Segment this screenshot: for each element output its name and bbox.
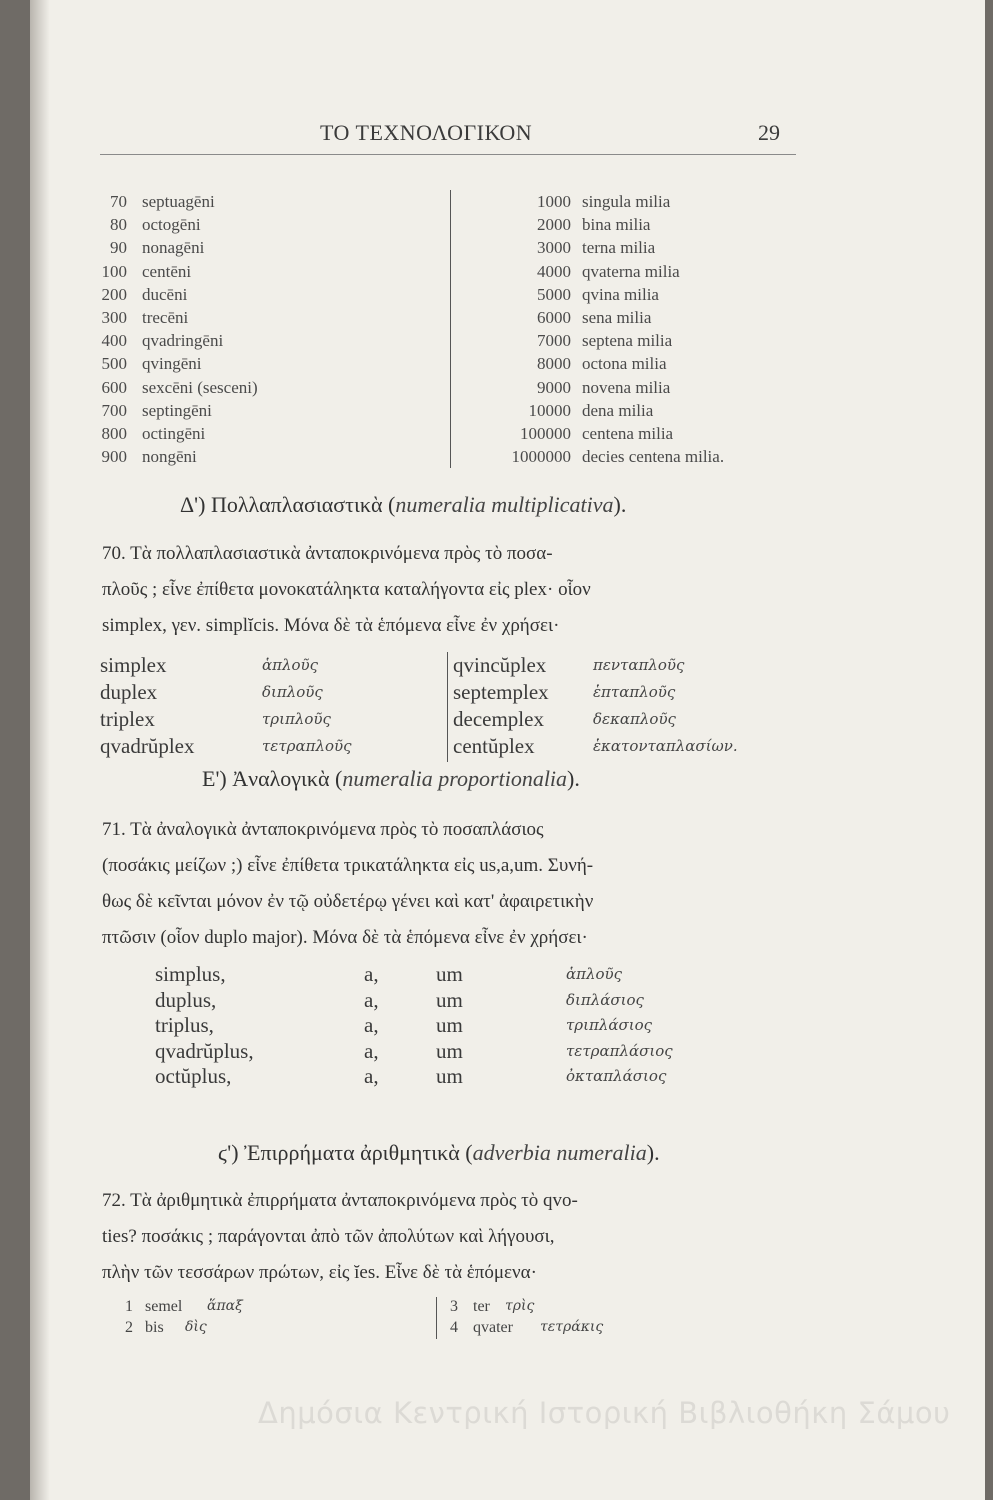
table-row	[450, 236, 820, 259]
page-title: ΤΟ ΤΕΧΝΟΛΟΓΙΚΟΝ	[320, 120, 533, 145]
greek-word: τετραπλοῦς	[262, 737, 352, 755]
table-row	[450, 422, 820, 445]
numeral-word: qvingēni	[142, 354, 202, 374]
greek-word: πενταπλοῦς	[593, 656, 685, 674]
feminine-ending: a,	[364, 962, 379, 986]
greek-word: διπλάσιος	[566, 990, 644, 1009]
numeral-word: novena milia	[582, 377, 671, 397]
numeral-value: 700	[101, 400, 127, 420]
table-row	[90, 329, 450, 352]
numeral-word: dena milia	[582, 400, 654, 420]
table-row	[453, 652, 823, 678]
column-divider	[447, 652, 448, 762]
numeral-value: 3	[450, 1298, 458, 1315]
table-row	[453, 706, 823, 732]
table-row	[90, 236, 450, 259]
greek-word: ἑκατονταπλασίων.	[593, 737, 738, 755]
numeral-value: 6000	[537, 308, 571, 327]
latin-word: centŭplex	[453, 734, 535, 758]
numeral-word: octogēni	[142, 215, 201, 235]
paragraph-line: πτῶσιν (οἷον duplo major). Μόνα δὲ τὰ ἑπόμενα εἶνε ἐν χρήσει·	[102, 927, 588, 948]
numeral-word: septuagēni	[142, 192, 215, 211]
distributive-table-right	[450, 190, 820, 470]
numeral-value: 200	[101, 284, 127, 304]
numeral-value: 9000	[537, 377, 571, 397]
numeral-word: nonagēni	[142, 238, 205, 258]
numeral-word: qvina milia	[582, 284, 659, 304]
section-e-heading: Ε') Ἀναλογικὰ (numeralia proportionalia).	[202, 766, 580, 791]
neuter-ending: um	[436, 1064, 463, 1088]
latin-word: octŭplus,	[155, 1064, 232, 1088]
table-row	[90, 190, 450, 213]
greek-word: τετράκις	[540, 1319, 604, 1335]
table-row	[450, 1296, 750, 1317]
adverbs-table-left	[125, 1296, 425, 1346]
table-row	[90, 399, 450, 422]
numeral-value: 2	[125, 1319, 133, 1336]
numeral-word: octingēni	[142, 424, 206, 443]
numeral-value: 5000	[537, 284, 571, 304]
table-row	[155, 962, 775, 987]
table-row	[155, 1013, 775, 1038]
latin-word: duplex	[100, 680, 158, 704]
latin-word: qvadrŭplus,	[155, 1038, 254, 1063]
neuter-ending: um	[436, 1013, 463, 1037]
table-row	[450, 306, 820, 329]
greek-word: τετραπλάσιος	[566, 1041, 673, 1060]
table-row	[90, 306, 450, 329]
paragraph-line: 72. Τὰ ἀριθμητικὰ ἐπιρρήματα ἀνταποκρινόμενα πρὸς τὸ qvo-	[102, 1190, 578, 1211]
neuter-ending: um	[436, 987, 463, 1012]
latin-word: simplus,	[155, 962, 226, 986]
feminine-ending: a,	[364, 1013, 379, 1037]
numeral-value: 1000	[537, 192, 571, 211]
table-row	[90, 352, 450, 375]
numeral-value: 100	[101, 261, 127, 281]
table-row	[90, 283, 450, 306]
paragraph-line: simplex, γεν. simplĭcis. Μόνα δὲ τὰ ἑπόμενα εἶνε ἐν χρήσει·	[102, 615, 560, 636]
numeral-word: singula milia	[582, 192, 671, 211]
numeral-value: 300	[101, 308, 127, 327]
section-e-paragraph	[102, 812, 822, 956]
numeral-value: 900	[101, 447, 127, 467]
running-header	[30, 120, 985, 154]
paragraph-line: θως δὲ κεῖνται μόνον ἐν τῷ οὐδετέρῳ γένει καὶ κατ' ἀφαιρετικὴν	[102, 891, 594, 912]
distributive-table-left	[90, 190, 450, 470]
greek-word: ἁπλοῦς	[566, 965, 623, 983]
numeral-word: nongēni	[142, 447, 197, 467]
table-row	[90, 376, 450, 399]
table-row	[450, 329, 820, 352]
greek-word: δεκαπλοῦς	[593, 710, 676, 728]
table-row	[90, 260, 450, 283]
table-row	[125, 1296, 425, 1317]
table-row	[100, 652, 430, 678]
numeral-word: sexcēni (sesceni)	[142, 377, 258, 397]
numeral-value: 10000	[528, 400, 571, 420]
table-row	[155, 1039, 775, 1064]
greek-word: ἁπλοῦς	[262, 656, 319, 674]
library-watermark: Δημόσια Κεντρική Ιστορική Βιβλιοθήκη Σάμου	[258, 1396, 951, 1430]
latin-word: bis	[145, 1319, 164, 1336]
paragraph-line: ties? ποσάκις ; παράγονται ἀπὸ τῶν ἀπολύτων καὶ λήγουσι,	[102, 1226, 555, 1247]
table-row	[100, 679, 430, 705]
table-row	[453, 679, 823, 705]
table-row	[450, 376, 820, 399]
latin-word: qvater	[473, 1319, 513, 1336]
paragraph-line: 71. Τὰ ἀναλογικὰ ἀνταποκρινόμενα πρὸς τὸ ποσαπλάσιος	[102, 819, 544, 840]
neuter-ending: um	[436, 962, 463, 986]
numeral-value: 1000000	[511, 447, 571, 467]
neuter-ending: um	[436, 1038, 463, 1063]
paragraph-line: πλοῦς ; εἶνε ἐπίθετα μονοκατάληκτα καταλήγοντα εἰς plex· οἷον	[102, 579, 591, 600]
numeral-value: 3000	[537, 238, 571, 258]
numeral-word: terna milia	[582, 238, 656, 258]
column-divider	[436, 1297, 437, 1339]
table-row	[450, 190, 820, 213]
numeral-value: 800	[101, 424, 127, 443]
book-page	[30, 0, 985, 1500]
numeral-word: centēni	[142, 261, 192, 281]
numeral-word: septingēni	[142, 400, 212, 420]
section-d-paragraph	[102, 536, 822, 644]
numeral-value: 2000	[537, 215, 571, 235]
table-row	[155, 1064, 775, 1089]
table-row	[100, 706, 430, 732]
table-row	[90, 213, 450, 236]
page-number: 29	[758, 120, 780, 145]
table-row	[450, 260, 820, 283]
numeral-word: qvadringēni	[142, 331, 224, 351]
latin-word: ter	[473, 1298, 490, 1315]
feminine-ending: a,	[364, 987, 379, 1012]
table-row	[453, 733, 823, 759]
greek-word: ἅπαξ	[207, 1298, 243, 1314]
section-d-heading: Δ') Πολλαπλασιαστικὰ (numeralia multiplicativa).	[180, 492, 627, 517]
latin-word: duplus,	[155, 987, 217, 1012]
table-row	[90, 422, 450, 445]
latin-word: triplex	[100, 707, 155, 731]
latin-word: qvadrŭplex	[100, 734, 195, 758]
table-row	[125, 1317, 425, 1338]
greek-word: δὶς	[185, 1319, 207, 1335]
greek-word: ὀκταπλάσιος	[566, 1067, 667, 1085]
section-f-heading: ϛ') Ἐπιρρήματα ἀριθμητικὰ (adverbia numeralia).	[218, 1140, 660, 1165]
proportional-table	[155, 962, 775, 1092]
greek-word: τρὶς	[505, 1298, 535, 1314]
numeral-word: sena milia	[582, 308, 652, 327]
latin-word: triplus,	[155, 1013, 214, 1037]
latin-word: semel	[145, 1298, 183, 1315]
paragraph-line: 70. Τὰ πολλαπλασιαστικὰ ἀνταποκρινόμενα πρὸς τὸ ποσα-	[102, 543, 553, 564]
table-row	[450, 352, 820, 375]
table-row	[90, 445, 450, 468]
numeral-value: 4000	[537, 261, 571, 281]
latin-word: decemplex	[453, 707, 544, 731]
table-row	[155, 988, 775, 1013]
numeral-value: 70	[110, 192, 127, 211]
numeral-value: 8000	[537, 354, 571, 374]
numeral-value: 90	[110, 238, 127, 258]
greek-word: τριπλοῦς	[262, 710, 331, 728]
paragraph-line: πλὴν τῶν τεσσάρων πρώτων, εἰς ĭes. Εἶνε δὲ τὰ ἑπόμενα·	[102, 1262, 537, 1283]
numeral-word: septena milia	[582, 331, 673, 351]
numeral-word: bina milia	[582, 215, 651, 235]
numeral-value: 1	[125, 1298, 133, 1315]
numeral-value: 4	[450, 1319, 458, 1336]
header-rule	[100, 154, 796, 155]
numeral-word: centena milia	[582, 424, 674, 443]
numeral-word: ducēni	[142, 284, 188, 304]
numeral-value: 600	[101, 377, 127, 397]
numeral-word: trecēni	[142, 308, 189, 327]
multiplicative-table-right	[453, 652, 823, 762]
table-row	[450, 213, 820, 236]
adverbs-table-right	[450, 1296, 750, 1346]
table-row	[100, 733, 430, 759]
latin-word: simplex	[100, 653, 167, 677]
greek-word: διπλοῦς	[262, 683, 323, 701]
section-f-paragraph	[102, 1183, 822, 1291]
numeral-value: 7000	[537, 331, 571, 351]
greek-word: ἑπταπλοῦς	[593, 683, 676, 701]
feminine-ending: a,	[364, 1064, 379, 1088]
multiplicative-table-left	[100, 652, 430, 762]
numeral-value: 80	[110, 215, 127, 235]
numeral-value: 500	[101, 354, 127, 374]
table-row	[450, 399, 820, 422]
numeral-word: octona milia	[582, 354, 667, 374]
numeral-word: qvaterna milia	[582, 261, 680, 281]
numeral-value: 100000	[520, 424, 571, 443]
feminine-ending: a,	[364, 1038, 379, 1063]
greek-word: τριπλάσιος	[566, 1016, 653, 1034]
table-row	[450, 445, 820, 468]
table-row	[450, 283, 820, 306]
latin-word: septemplex	[453, 680, 549, 704]
numeral-value: 400	[101, 331, 127, 351]
paragraph-line: (ποσάκις μείζων ;) εἶνε ἐπίθετα τρικατάληκτα εἰς us,a,um. Συνή-	[102, 855, 594, 876]
numeral-word: decies centena milia.	[582, 447, 725, 467]
latin-word: qvincŭplex	[453, 653, 547, 677]
table-row	[450, 1317, 750, 1338]
